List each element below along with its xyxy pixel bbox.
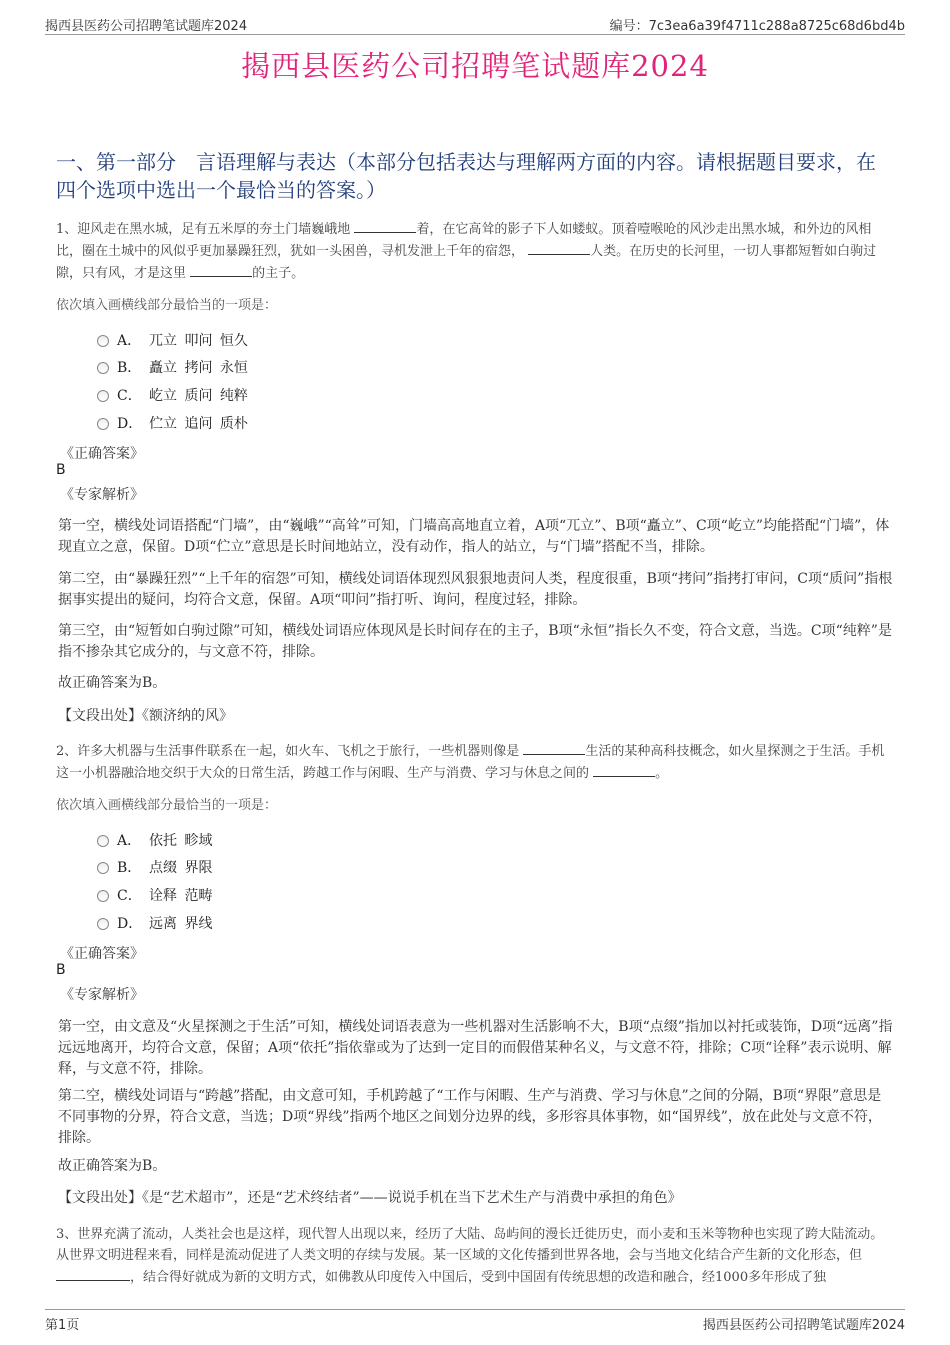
header-title: 揭西县医药公司招聘笔试题库2024 [45,19,248,34]
instruction: 依次填入画横线部分最恰当的一项是： [56,798,278,813]
analysis-paragraph: 第二空，横线处词语与“跨越”搭配，由文意可知，手机跨越了“工作与闲暇、生产与消费、学习与休息”之间的分隔，B项“界限”意思是不同事物的分界，符合文意，当选；D项“界线”指两个地区之间划分边界的线，多形容具体事物，如“国界线”，放在此处与文意不符，排除。 [58,1088,882,1146]
radio-button[interactable] [97,362,109,374]
blank [56,1266,130,1281]
page-footer [45,1309,905,1333]
blank [528,240,590,255]
radio-button[interactable] [97,890,109,902]
instruction: 依次填入画横线部分最恰当的一项是： [56,298,278,313]
blank [190,262,252,277]
footer-title: 揭西县医药公司招聘笔试题库2024 [702,1318,905,1333]
analysis-paragraph: 第一空，横线处词语搭配“门墙”，由“巍峨”“高耸”可知，门墙高高地直立着，A项“兀立”、B项“矗立”、C项“屹立”均能搭配“门墙”，体现直立之意，保留。D项“伫立”意思是长时间地站立，没有动作，指人的站立，与“门墙”搭配不当，排除。 [58,518,890,555]
radio-button[interactable] [97,335,109,347]
radio-button[interactable] [97,835,109,847]
analysis-conclusion: 故正确答案为B。 [58,1158,167,1174]
analysis-paragraph: 第二空，由“暴躁狂烈”“上千年的宿怨”可知，横线处词语体现烈风狠狠地责问人类，程度很重，B项“拷问”指拷打审问，C项“质问”指根据事实提出的疑问，均符合文意，保留。A项“叩问”指打听、询问，程度过轻，排除。 [58,571,893,608]
blank [593,762,655,777]
radio-button[interactable] [97,418,109,430]
radio-button[interactable] [97,390,109,402]
page-header [45,14,905,35]
blank [354,218,416,233]
question-2-text: 2、许多大机器与生活事件联系在一起，如火车、飞机之于旅行，一些机器则像是 生活的某种高科技概念，如火星探测之于生活。手机这一小机器融洽地交织于大众的日常生活，跨越工作与闲暇、生产与消费、学习与休息之间的 。 [56,740,894,784]
source-note: 【文段出处】《是“艺术超市”，还是“艺术终结者”——说说手机在当下艺术生产与消费中承担的角色》 [58,1190,682,1206]
header-serial: 编号：7c3ea6a39f4711c288a8725c68d6bd4b [609,19,905,34]
correct-answer: B [56,462,66,478]
analysis-paragraph: 第一空，由文意及“火星探测之于生活”可知，横线处词语表意为一些机器对生活影响不大，B项“点缀”指加以衬托或装饰，D项“远离”指远远地离开，均符合文意，保留；A项“依托”指依靠或为了达到一定目的而假借某种名义，与文意不符，排除；C项“诠释”表示说明、解释，与文意不符，排除。 [58,1019,893,1077]
section-heading: 一、第一部分 言语理解与表达（本部分包括表达与理解两方面的内容。请根据题目要求，在四个选项中选出一个最恰当的答案。） [56,150,876,202]
analysis-paragraph: 第三空，由“短暂如白驹过隙”可知，横线处词语应体现风是长时间存在的主子，B项“永恒”指长久不变，符合文意，当选。C项“纯粹”是指不掺杂其它成分的，与文意不符，排除。 [58,623,892,660]
question-3-text: 3、世界充满了流动，人类社会也是这样，现代智人出现以来，经历了大陆、岛屿间的漫长迁徙历史，而小麦和玉米等物种也实现了跨大陆流动。从世界文明进程来看，同样是流动促进了人类文明的存续与发展。某一区域的文化传播到世界各地，会与当地文化结合产生新的文化形态，但 ，结合得好就成为新的文明方式，如佛教从印度传入中国后，受到中国固有传统思想的改造和融合，经1000多年形成了独 [56,1227,884,1285]
radio-button[interactable] [97,918,109,930]
correct-answer: B [56,962,66,978]
analysis-conclusion: 故正确答案为B。 [58,675,167,691]
blank [523,740,585,755]
page-number: 第1页 [45,1318,80,1333]
correct-answer-label: 《正确答案》 [60,946,144,962]
source-note: 【文段出处】《额济纳的风》 [58,708,233,724]
analysis-label: 《专家解析》 [60,487,144,503]
question-1-text: 1、迎风走在黑水城，足有五米厚的夯土门墙巍峨地 着，在它高耸的影子下人如蝼蚁。顶着噎喉呛的风沙走出黑水城，和外边的风相比，圈在土城中的风似乎更加暴躁狂烈，犹如一头困兽，寻机发泄上千年的宿怨， 人类。在历史的长河里，一切人事都短暂如白驹过隙，只有风，才是这里 的主子。 [56,218,894,284]
analysis-label: 《专家解析》 [60,987,144,1003]
correct-answer-label: 《正确答案》 [60,446,144,462]
page-title: 揭西县医药公司招聘笔试题库2024 [241,49,709,83]
radio-button[interactable] [97,862,109,874]
